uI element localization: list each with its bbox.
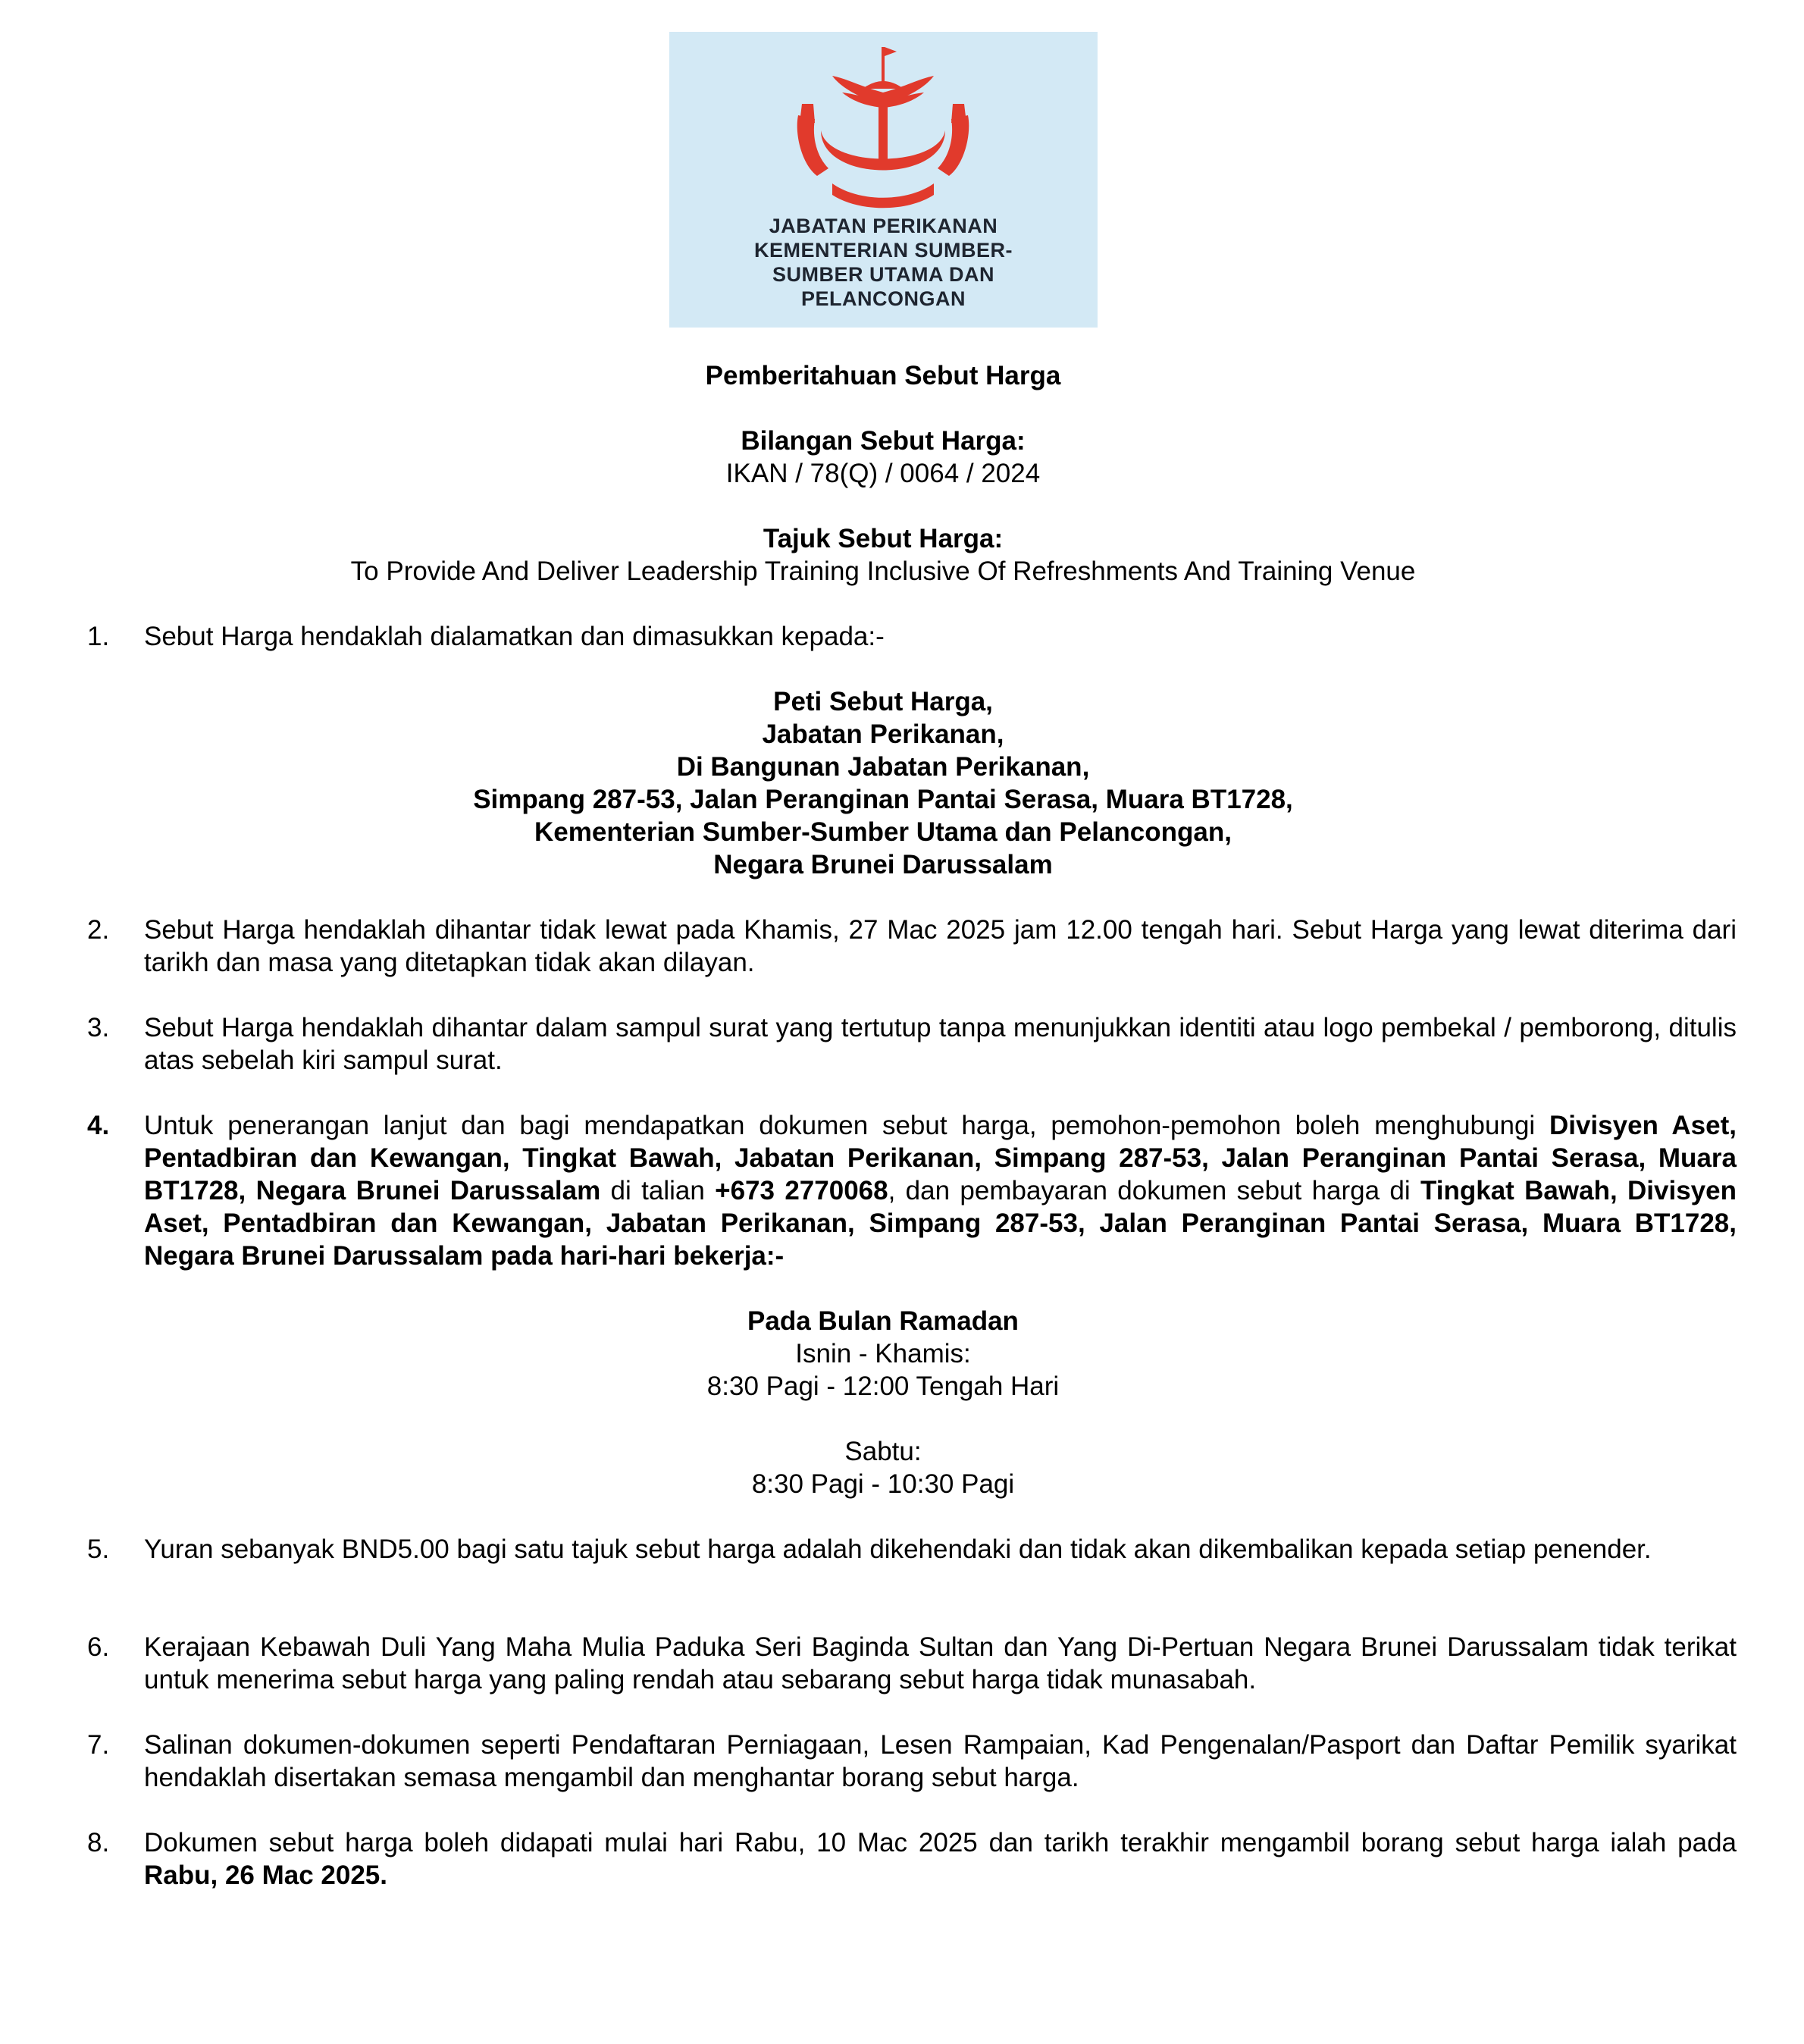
address-line: Peti Sebut Harga, (773, 687, 993, 716)
brunei-crest-icon (669, 32, 1098, 214)
item-text-part: Untuk penerangan lanjut dan bagi mendapatkan dokumen sebut harga, pemohon-pemohon boleh menghubungi (144, 1111, 1549, 1140)
logo-line: KEMENTERIAN SUMBER- (753, 239, 1013, 262)
quotation-number-label: Bilangan Sebut Harga: (741, 426, 1026, 456)
item-text (144, 1109, 1737, 1272)
notice-title: Pemberitahuan Sebut Harga (705, 361, 1061, 390)
item-text (144, 1826, 1737, 1892)
item-text: Kerajaan Kebawah Duli Yang Maha Mulia Paduka Seri Baginda Sultan dan Yang Di-Pertuan Negara Brunei Darussalam tidak terikat untuk menerima sebut harga yang paling rendah atau sebarang sebut harga tidak munasabah. (144, 1632, 1737, 1694)
item-text-part: , dan pembayaran dokumen sebut harga di (888, 1176, 1420, 1205)
deadline-date: Rabu, 26 Mac 2025. (144, 1861, 387, 1890)
saturday-label: Sabtu: (844, 1437, 922, 1466)
payment-location: Tingkat Bawah, Divisyen Aset, Pentadbiran dan Kewangan, Jabatan Perikanan, Simpang 287-53, Jalan Peranginan Pantai Serasa, Muara BT1728, Negara Brunei Darussalam pada hari-hari bekerja:- (144, 1176, 1737, 1271)
item-text: Yuran sebanyak BND5.00 bagi satu tajuk sebut harga adalah dikehendaki dan tidak akan dikembalikan kepada setiap penender. (144, 1535, 1652, 1564)
address-line: Simpang 287-53, Jalan Peranginan Pantai Serasa, Muara BT1728, (473, 785, 1293, 814)
saturday-hours: 8:30 Pagi - 10:30 Pagi (751, 1469, 1015, 1499)
phone-number: +673 2770068 (715, 1176, 888, 1205)
address-line: Negara Brunei Darussalam (713, 850, 1053, 879)
address-line: Kementerian Sumber-Sumber Utama dan Pelancongan, (534, 817, 1232, 847)
logo-text (669, 214, 1098, 311)
item-text: Salinan dokumen-dokumen seperti Pendaftaran Perniagaan, Lesen Rampaian, Kad Pengenalan/Pasport dan Daftar Pemilik syarikat hendaklah disertakan semasa mengambil dan menghantar borang sebut harga. (144, 1730, 1737, 1792)
logo-line: SUMBER UTAMA DAN (772, 263, 994, 286)
item-number: 5. (87, 1535, 110, 1564)
department-logo (669, 32, 1098, 328)
weekday-label: Isnin - Khamis: (795, 1339, 971, 1368)
item-text: Sebut Harga hendaklah dihantar dalam sampul surat yang tertutup tanpa menunjukkan identiti atau logo pembekal / pemborong, ditulis atas sebelah kiri sampul surat. (144, 1013, 1737, 1075)
item-number: 4. (87, 1111, 110, 1140)
item-number: 6. (87, 1632, 110, 1662)
item-text-part: di talian (600, 1176, 716, 1205)
address-line: Di Bangunan Jabatan Perikanan, (676, 752, 1090, 782)
weekday-hours: 8:30 Pagi - 12:00 Tengah Hari (706, 1372, 1060, 1401)
item-text: Sebut Harga hendaklah dihantar tidak lewat pada Khamis, 27 Mac 2025 jam 12.00 tengah hari. Sebut Harga yang lewat diterima dari tarikh dan masa yang ditetapkan tidak akan dilayan. (144, 915, 1737, 977)
quotation-subject-value: To Provide And Deliver Leadership Training Inclusive Of Refreshments And Training Venue (350, 556, 1416, 586)
address-line: Jabatan Perikanan, (762, 719, 1004, 749)
item-number: 7. (87, 1730, 110, 1760)
quotation-number-value: IKAN / 78(Q) / 0064 / 2024 (725, 459, 1041, 488)
item-number: 2. (87, 915, 110, 945)
item-number: 8. (87, 1828, 110, 1857)
item-text: Sebut Harga hendaklah dialamatkan dan dimasukkan kepada:- (144, 622, 885, 651)
logo-line: PELANCONGAN (800, 287, 966, 310)
item-number: 3. (87, 1013, 110, 1042)
hours-title: Pada Bulan Ramadan (747, 1306, 1019, 1336)
contact-division: Divisyen Aset, Pentadbiran dan Kewangan, Tingkat Bawah, Jabatan Perikanan, Simpang 287-53, Jalan Peranginan Pantai Serasa, Muara BT1728, Negara Brunei Darussalam (144, 1111, 1737, 1205)
item-text-part: Dokumen sebut harga boleh didapati mulai hari Rabu, 10 Mac 2025 dan tarikh terakhir mengambil borang sebut harga ialah pada (144, 1828, 1737, 1857)
quotation-subject-label: Tajuk Sebut Harga: (763, 524, 1004, 553)
logo-line: JABATAN PERIKANAN (769, 215, 998, 237)
item-number: 1. (87, 622, 110, 651)
